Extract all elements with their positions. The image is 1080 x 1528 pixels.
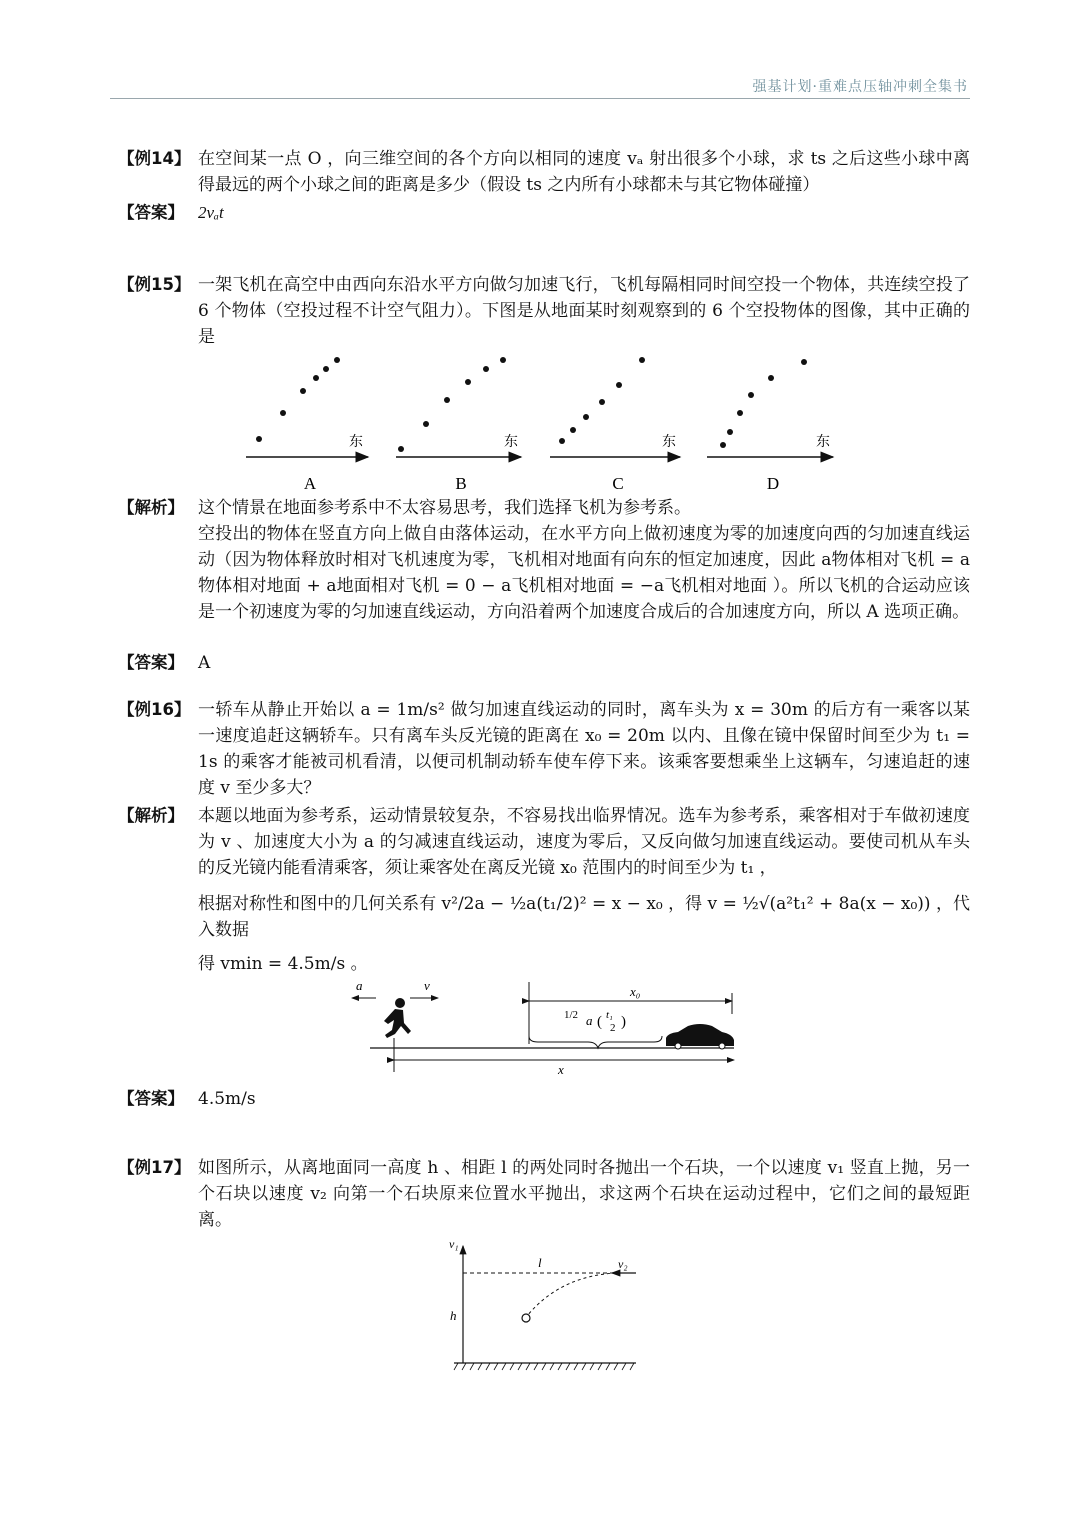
east-label: 东 xyxy=(816,435,830,450)
stone-icon xyxy=(522,1314,530,1322)
option-c-diagram xyxy=(550,357,680,493)
east-label: 东 xyxy=(662,435,676,450)
answer-tag: 【答案】 xyxy=(118,653,184,672)
problem-text: 在空间某一点 O ，向三维空间的各个方向以相同的速度 vₐ 射出很多个小球，求 ts 之后这些小球中离得最远的两个小球之间的距离是多少（假设 ts 之内所有小球都未与其它物体碰撞） xyxy=(198,149,970,195)
example-tag: 【例14】 xyxy=(118,149,191,168)
example-15-analysis xyxy=(118,495,970,625)
example-tag: 【例16】 xyxy=(118,700,191,719)
answer-text: 4.5m/s xyxy=(198,1089,256,1109)
car-icon xyxy=(666,1024,734,1046)
analysis-line: 得 vmin = 4.5m/s 。 xyxy=(198,954,368,974)
analysis-tag: 【解析】 xyxy=(118,806,184,825)
answer-tag: 【答案】 xyxy=(118,203,184,222)
east-label: 东 xyxy=(504,435,518,450)
h-label: h xyxy=(450,1308,457,1323)
example-15-answer xyxy=(118,650,970,676)
options-figure xyxy=(230,350,850,495)
east-label: 东 xyxy=(349,435,363,450)
problem-text: 一架飞机在高空中由西向东沿水平方向做匀加速飞行，飞机每隔相同时间空投一个物体，共连续空投了 6 个物体（空投过程不计空气阻力）。下图是从地面某时刻观察到的 6 个空投物体的图像，其中正确的是 xyxy=(198,275,970,347)
option-label-c: C xyxy=(612,474,624,493)
option-label-b: B xyxy=(455,474,467,493)
x0-label: x₀ xyxy=(630,984,641,999)
formula-t1-label: t₁ xyxy=(606,1009,613,1021)
ground-hatching xyxy=(454,1363,634,1370)
formula-a-label: a xyxy=(586,1013,593,1028)
velocity-label: v xyxy=(424,978,430,993)
answer-text: 2vₐt xyxy=(198,203,224,222)
formula-two-label: 2 xyxy=(610,1022,616,1034)
header-title: 强基计划·重难点压轴冲刺全集书 xyxy=(752,79,968,95)
projectile-figure xyxy=(440,1238,650,1373)
x-label: x xyxy=(558,1062,564,1077)
chase-figure xyxy=(348,978,748,1078)
example-15 xyxy=(118,272,970,350)
accel-label: a xyxy=(356,978,363,993)
example-16-analysis xyxy=(118,803,970,977)
svg-text:(: ( xyxy=(597,1014,602,1030)
example-16 xyxy=(118,697,970,801)
v1-label: v₁ xyxy=(449,1238,459,1251)
option-label-d: D xyxy=(766,474,780,493)
analysis-tag: 【解析】 xyxy=(118,498,184,517)
svg-text:): ) xyxy=(621,1014,626,1030)
answer-tag: 【答案】 xyxy=(118,1089,184,1108)
v2-label: v₂ xyxy=(618,1257,628,1271)
example-tag: 【例17】 xyxy=(118,1158,191,1177)
option-b-diagram xyxy=(396,357,521,493)
analysis-line: 空投出的物体在竖直方向上做自由落体运动，在水平方向上做初速度为零的加速度向西的匀加速直线运动（因为物体释放时相对飞机速度为零，飞机相对地面有向东的恒定加速度，因此 a物体相对飞机 = a物体相对地面 + a地面相对飞机 = 0 − a飞机相对地面 = −a飞机相对地面 ）。所以飞机的合运动应该是一个初速度为零的匀加速直线运动，方向沿着两个加速度合成后的合加速度方向，所以 A 选项正确。 xyxy=(198,524,970,622)
example-16-answer xyxy=(118,1086,970,1112)
l-label: l xyxy=(538,1255,542,1270)
problem-text: 如图所示，从离地面同一高度 h 、相距 l 的两处同时各抛出一个石块，一个以速度 v₁ 竖直上抛，另一个石块以速度 v₂ 向第一个石块原来位置水平抛出，求这两个石块在运动过程中，它们之间的最短距离。 xyxy=(198,1158,970,1230)
analysis-line: 这个情景在地面参考系中不太容易思考，我们选择飞机为参考系。 xyxy=(198,498,691,518)
analysis-line: 本题以地面为参考系，运动情景较复杂，不容易找出临界情况。选车为参考系，乘客相对于车做初速度为 v 、加速度大小为 a 的匀减速直线运动，速度为零后，又反向做匀加速直线运动。要使司机从车头的反光镜内能看清乘客，须让乘客处在离反光镜 x₀ 范围内的时间至少为 t₁ ， xyxy=(198,806,970,878)
example-14-answer xyxy=(118,200,970,226)
runner-icon xyxy=(384,998,411,1038)
option-a-diagram xyxy=(246,357,368,493)
page-header xyxy=(110,76,970,99)
answer-text: A xyxy=(198,653,211,673)
problem-text: 一轿车从静止开始以 a = 1m/s² 做匀加速直线运动的同时，离车头为 x = 30m 的后方有一乘客以某一速度追赶这辆轿车。只有离车头反光镜的距离在 x₀ = 20m 以内、且像在镜中保留时间至少为 t₁ = 1s 的乘客才能被司机看清，以便司机制动轿车使车停下来。该乘客要想乘坐上这辆车，匀速追赶的速度 v 至少多大？ xyxy=(198,700,970,798)
option-label-a: A xyxy=(303,474,317,493)
example-17 xyxy=(118,1155,970,1233)
example-tag: 【例15】 xyxy=(118,275,191,294)
fraction-label: 1/2 xyxy=(564,1009,579,1021)
option-d-diagram xyxy=(707,359,833,493)
example-14 xyxy=(118,146,970,198)
analysis-line: 根据对称性和图中的几何关系有 v²/2a − ½a(t₁/2)² = x − x₀ ，得 v = ½√(a²t₁² + 8a(x − x₀)) ，代入数据 xyxy=(198,894,970,940)
